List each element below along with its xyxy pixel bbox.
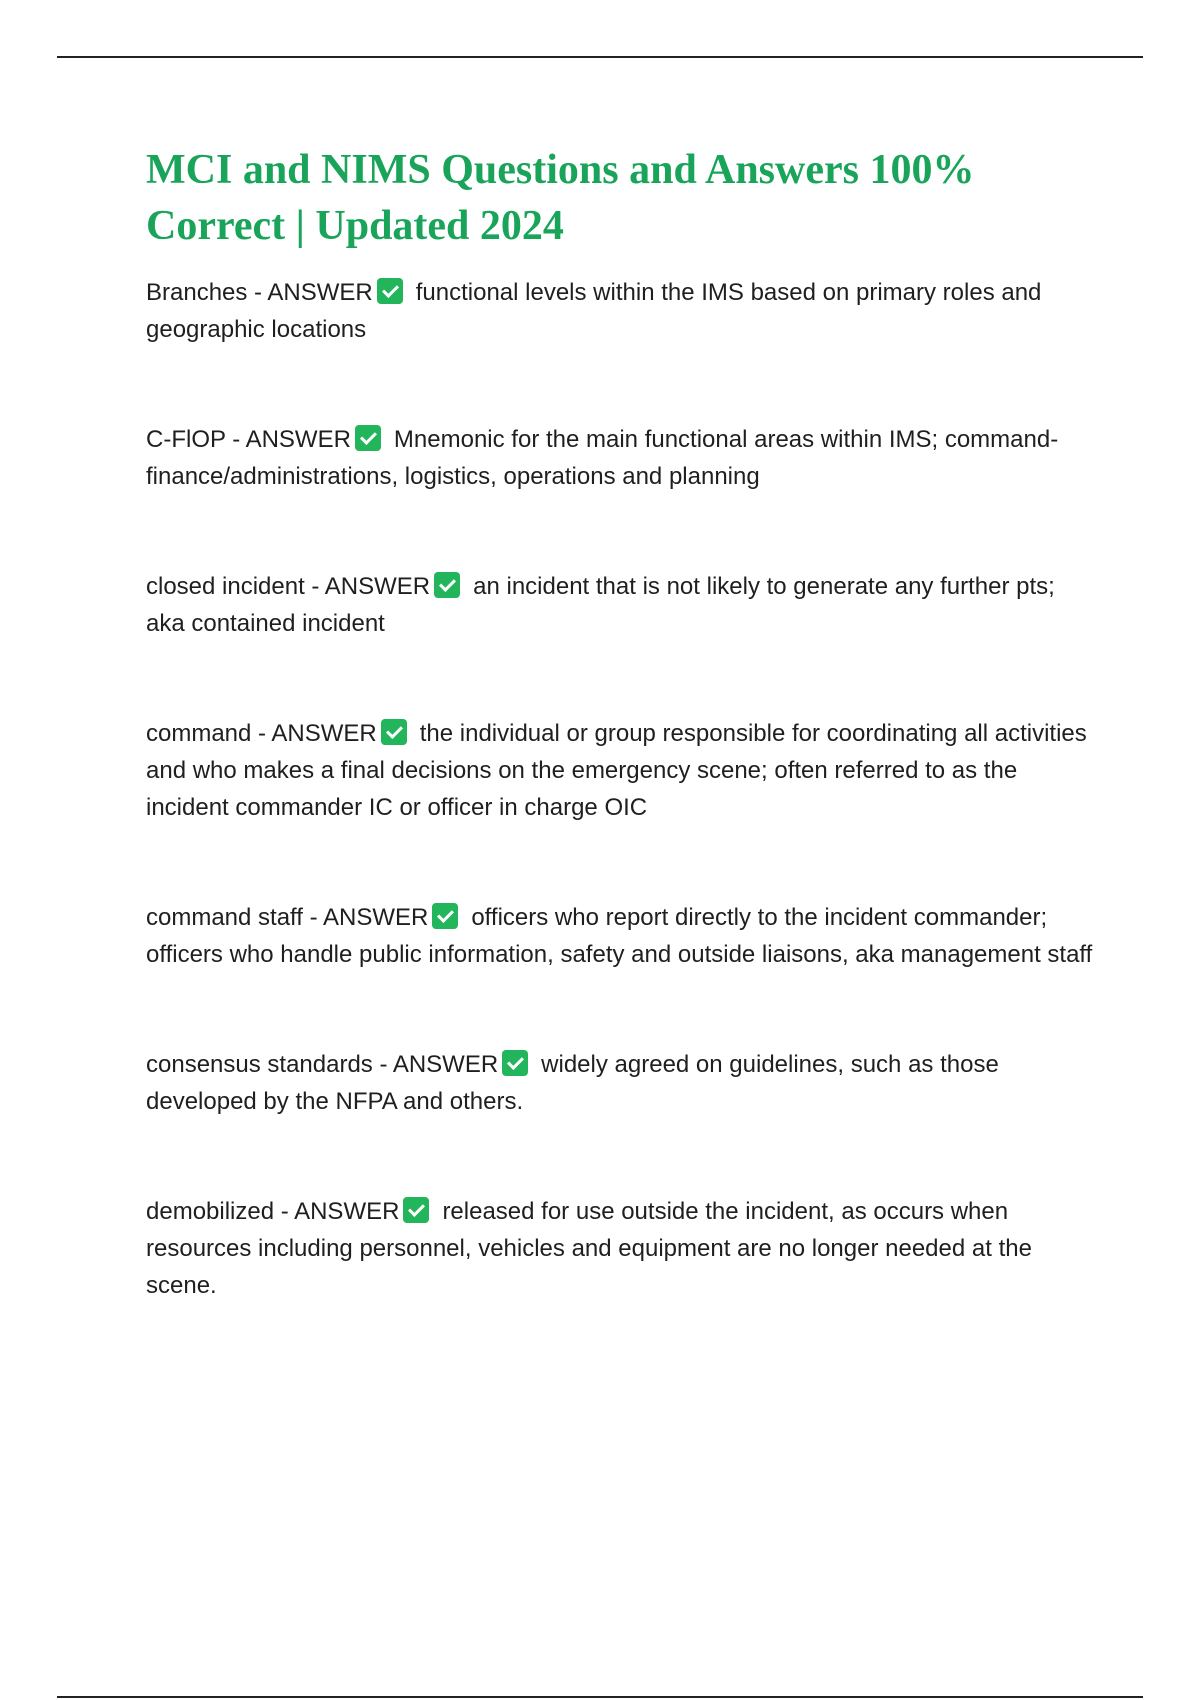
qa-list [146, 274, 1096, 1304]
check-mark-icon [377, 278, 403, 304]
answer-label: ANSWER [271, 720, 377, 747]
check-mark-icon [502, 1050, 528, 1076]
answer-label: ANSWER [294, 1198, 400, 1225]
check-mark-icon [355, 425, 381, 451]
entry-term: Branches [146, 279, 248, 306]
entry-definition: widely agreed on guidelines, such as those developed by the NFPA and others. [146, 1051, 999, 1115]
entry-definition: functional levels within the IMS based on primary roles and geographic locations [146, 279, 1042, 343]
check-mark-icon [434, 572, 460, 598]
check-mark-icon [381, 719, 407, 745]
qa-entry: consensus standards - ANSWER widely agreed on guidelines, such as those developed by the NFPA and others. [146, 1051, 999, 1115]
answer-label: ANSWER [322, 904, 429, 931]
entry-term: command [146, 720, 252, 747]
document-body [146, 142, 1096, 1377]
qa-entry: closed incident - ANSWER an incident that is not likely to generate any further pts; aka contained incident [146, 573, 1055, 637]
entry-term: demobilized [146, 1198, 275, 1225]
entry-term: command staff [146, 904, 303, 931]
entry-term: C-FlOP [146, 426, 226, 453]
check-mark-icon [403, 1197, 429, 1223]
entry-definition: officers who report directly to the incident commander; officers who handle public information, safety and outside liaisons, aka management staff [146, 904, 1093, 968]
top-rule [57, 56, 1143, 58]
answer-label: ANSWER [392, 1051, 499, 1078]
bottom-rule [57, 1696, 1143, 1698]
entry-term: closed incident [146, 573, 305, 600]
entry-definition: an incident that is not likely to generate any further pts; aka contained incident [146, 573, 1055, 637]
entry-definition: released for use outside the incident, as occurs when resources including personnel, vehicles and equipment are no longer needed at the scene. [146, 1198, 1032, 1299]
qa-entry: C-FlOP - ANSWER Mnemonic for the main functional areas within IMS; command-finance/administrations, logistics, operations and planning [146, 426, 1059, 490]
check-mark-icon [432, 903, 458, 929]
qa-entry: command - ANSWER the individual or group responsible for coordinating all activities and who makes a final decisions on the emergency scene; often referred to as the incident commander IC or officer in charge OIC [146, 720, 1087, 821]
entry-definition: the individual or group responsible for coordinating all activities and who makes a final decisions on the emergency scene; often referred to as the incident commander IC or officer in charge OIC [146, 720, 1087, 821]
qa-entry: command staff - ANSWER officers who report directly to the incident commander; officers who handle public information, safety and outside liaisons, aka management staff [146, 904, 1093, 968]
answer-label: ANSWER [324, 573, 431, 600]
qa-entry: demobilized - ANSWER released for use outside the incident, as occurs when resources including personnel, vehicles and equipment are no longer needed at the scene. [146, 1198, 1032, 1299]
answer-label: ANSWER [267, 279, 373, 306]
answer-label: ANSWER [245, 426, 351, 453]
document-title: MCI and NIMS Questions and Answers 100% Correct | Updated 2024 [146, 147, 975, 249]
entry-term: consensus standards [146, 1051, 373, 1078]
qa-entry: Branches - ANSWER functional levels within the IMS based on primary roles and geographic locations [146, 279, 1042, 343]
entry-definition: Mnemonic for the main functional areas within IMS; command-finance/administrations, logistics, operations and planning [146, 426, 1059, 490]
